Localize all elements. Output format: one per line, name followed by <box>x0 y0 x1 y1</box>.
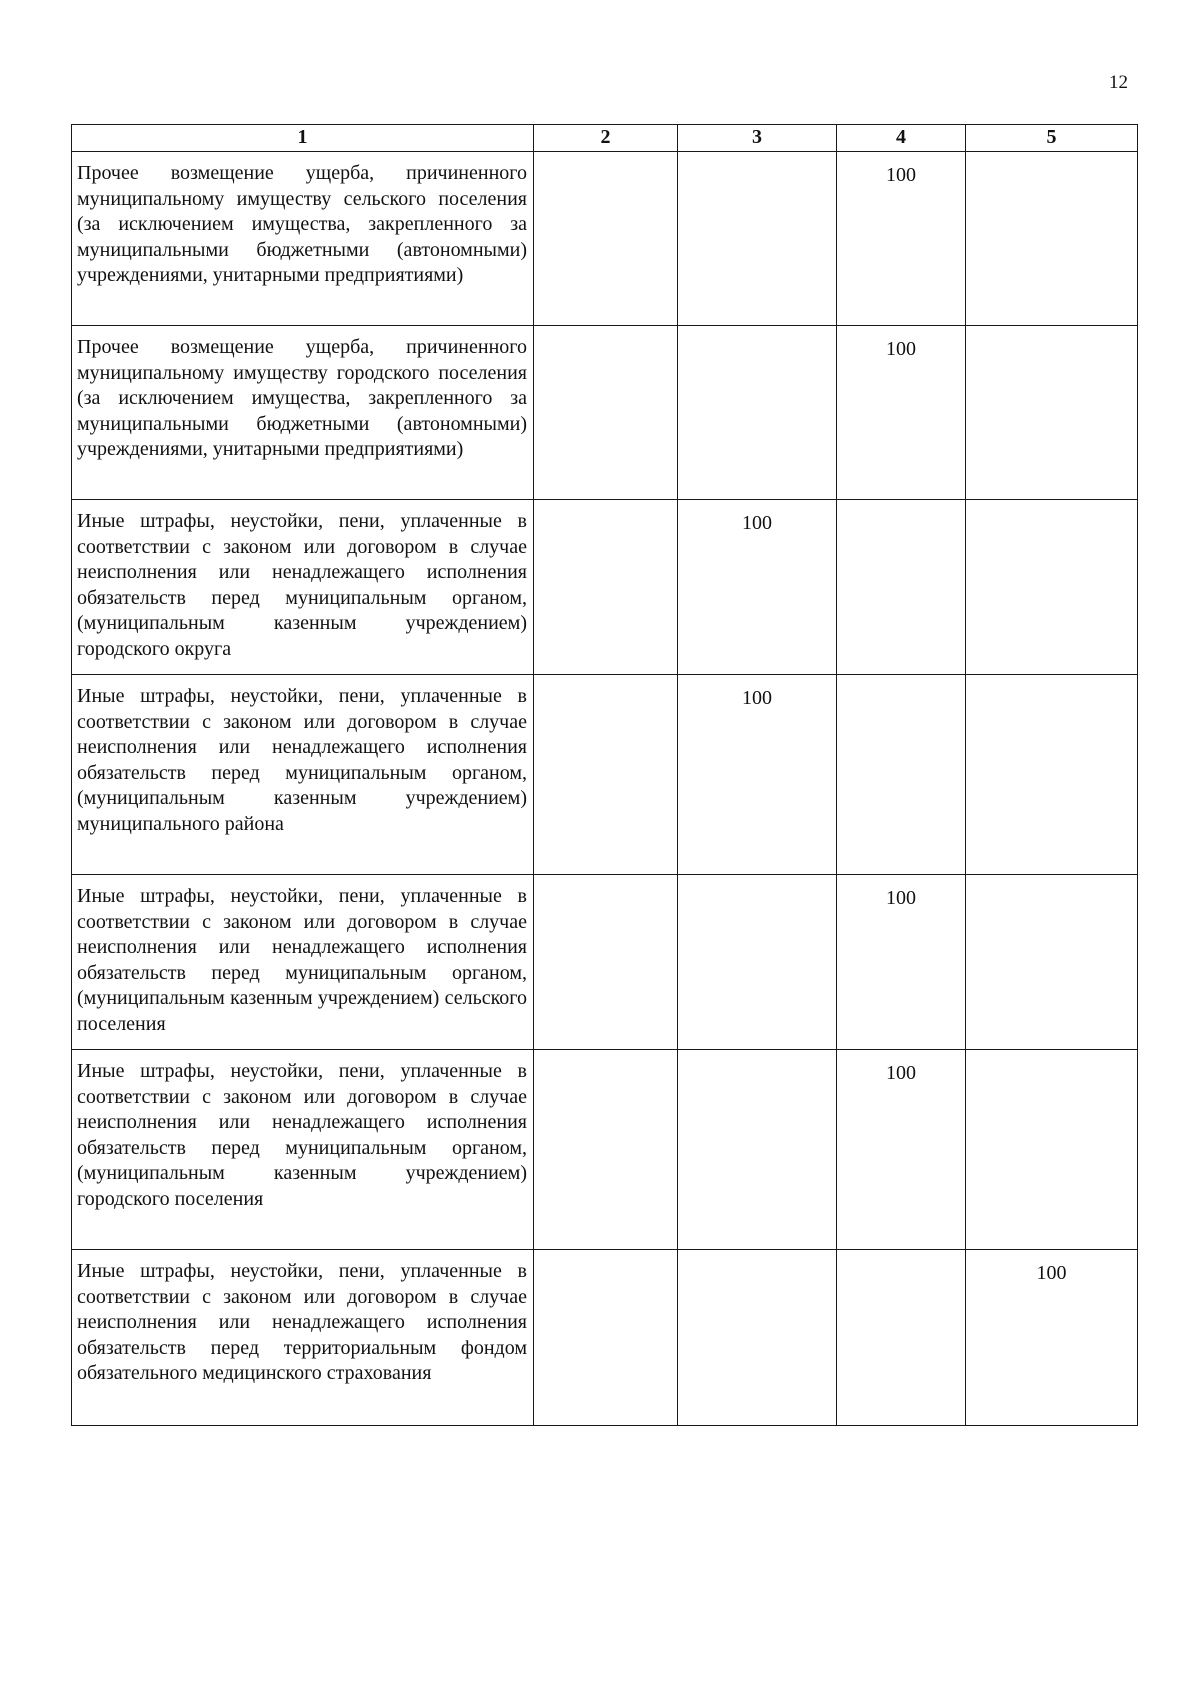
column-header-4: 4 <box>837 125 966 152</box>
row-value-col2 <box>534 875 678 1050</box>
table-row <box>72 500 1138 675</box>
row-value-col5 <box>966 875 1138 1050</box>
row-value-col2 <box>534 675 678 875</box>
row-value-col4: 100 <box>837 326 966 500</box>
row-value-col5 <box>966 1050 1138 1250</box>
row-value-col5 <box>966 326 1138 500</box>
row-value-col5: 100 <box>966 1250 1138 1426</box>
row-value-col3 <box>678 1250 837 1426</box>
row-value-col5 <box>966 152 1138 326</box>
row-value-col5 <box>966 500 1138 675</box>
row-value-col3 <box>678 1050 837 1250</box>
row-value-col2 <box>534 326 678 500</box>
column-header-3: 3 <box>678 125 837 152</box>
row-value-col2 <box>534 500 678 675</box>
row-value-col4 <box>837 1250 966 1426</box>
table-row <box>72 875 1138 1050</box>
row-description: Прочее возмещение ущерба, причиненного муниципальному имуществу городского поселения (за исключением имущества, закрепленного за муниципальными бюджетными (автономными) учреждениями, унитарными предприятиями) <box>72 326 534 500</box>
row-value-col2 <box>534 1050 678 1250</box>
row-description: Иные штрафы, неустойки, пени, уплаченные в соответствии с законом или договором в случае неисполнения или ненадлежащего исполнения обязательств перед муниципальным органом, (муниципальным казенным учреждением) городского округа <box>72 500 534 675</box>
row-value-col3: 100 <box>678 675 837 875</box>
row-description: Иные штрафы, неустойки, пени, уплаченные в соответствии с законом или договором в случае неисполнения или ненадлежащего исполнения обязательств перед территориальным фондом обязательного медицинского страхования <box>72 1250 534 1426</box>
row-value-col5 <box>966 675 1138 875</box>
table-row <box>72 675 1138 875</box>
row-value-col4: 100 <box>837 1050 966 1250</box>
row-value-col4: 100 <box>837 152 966 326</box>
row-value-col4 <box>837 675 966 875</box>
column-header-1: 1 <box>72 125 534 152</box>
row-description: Иные штрафы, неустойки, пени, уплаченные в соответствии с законом или договором в случае неисполнения или ненадлежащего исполнения обязательств перед муниципальным органом, (муниципальным казенным учреждением) сельского поселения <box>72 875 534 1050</box>
table-row <box>72 1250 1138 1426</box>
row-description: Прочее возмещение ущерба, причиненного муниципальному имуществу сельского поселения (за исключением имущества, закрепленного за муниципальными бюджетными (автономными) учреждениями, унитарными предприятиями) <box>72 152 534 326</box>
row-value-col3 <box>678 875 837 1050</box>
column-header-5: 5 <box>966 125 1138 152</box>
row-description: Иные штрафы, неустойки, пени, уплаченные в соответствии с законом или договором в случае неисполнения или ненадлежащего исполнения обязательств перед муниципальным органом, (муниципальным казенным учреждением) муниципального района <box>72 675 534 875</box>
income-distribution-table <box>71 124 1138 1426</box>
row-value-col4: 100 <box>837 875 966 1050</box>
page-number: 12 <box>1109 72 1128 93</box>
row-value-col4 <box>837 500 966 675</box>
row-value-col3: 100 <box>678 500 837 675</box>
table-row <box>72 326 1138 500</box>
row-value-col2 <box>534 1250 678 1426</box>
table-row <box>72 1050 1138 1250</box>
table-row <box>72 152 1138 326</box>
table-header-row <box>72 125 1138 152</box>
row-value-col3 <box>678 326 837 500</box>
column-header-2: 2 <box>534 125 678 152</box>
row-value-col2 <box>534 152 678 326</box>
row-description: Иные штрафы, неустойки, пени, уплаченные в соответствии с законом или договором в случае неисполнения или ненадлежащего исполнения обязательств перед муниципальным органом, (муниципальным казенным учреждением) городского поселения <box>72 1050 534 1250</box>
row-value-col3 <box>678 152 837 326</box>
